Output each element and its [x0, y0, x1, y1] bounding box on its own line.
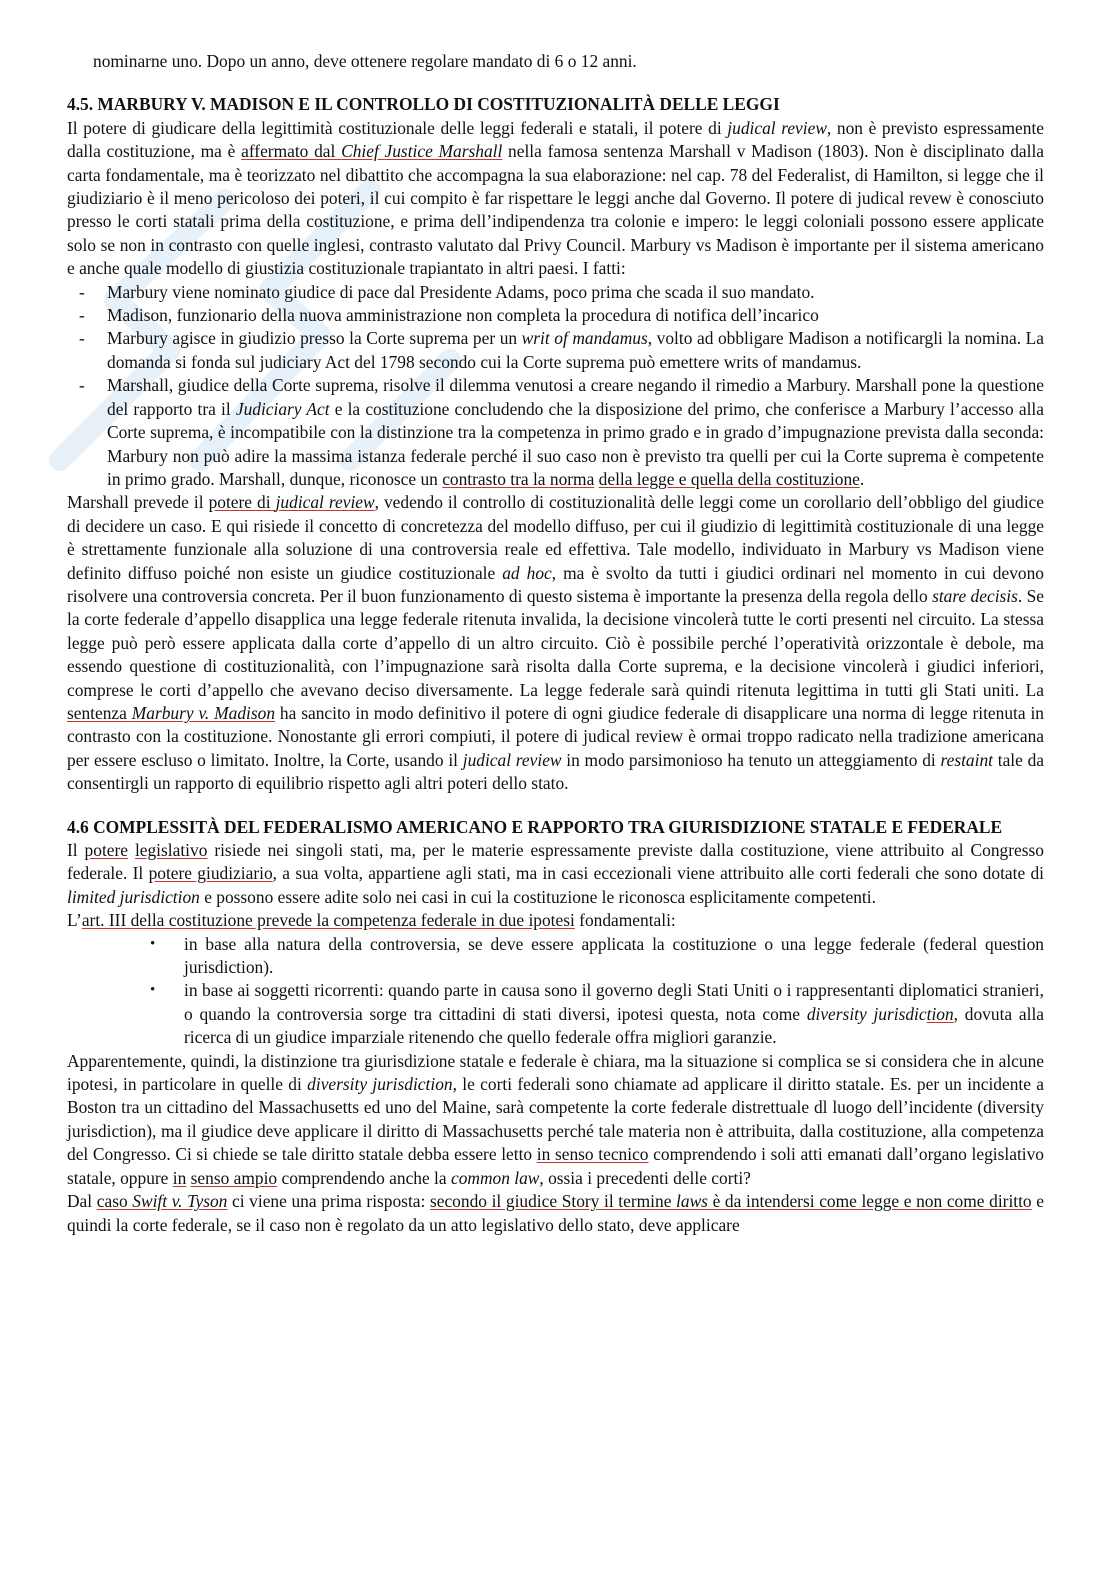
- section-4-6-paragraph-4: Dal caso Swift v. Tyson ci viene una prima risposta: secondo il giudice Story il termine laws è da intendersi come legge e non come diritto e quindi la corte federale, se il caso non è regolato da un atto legislativo dello stato, deve applicare: [67, 1191, 1044, 1235]
- jurisdiction-list: [67, 933, 1044, 1050]
- section-4-5-paragraph-2: Marshall prevede il potere di judical review, vedendo il controllo di costituzionalità delle leggi come un corollario dell’obbligo del giudice di decidere un caso. E qui risiede il concetto di concretezza del modello diffuso, per cui il giudizio di legittimità costituzionale di una legge è strettamente funzionale alla soluzione di una controversia reale ed effettiva. Tale modello, individuato in Marbury vs Madison viene definito diffuso poiché non esiste un giudice costituzionale ad hoc, ma è svolto da tutti i giudici ordinari nel momento in cui devono risolvere una controversia concreta. Per il buon funzionamento di questo sistema è importante la presenza della regola dello stare decisis. Se la corte federale d’appello disapplica una legge federale ritenuta invalida, la decisione vincolerà tutte le corti presenti nel circuito. La stessa legge può però essere applicata dalla corte d’appello di un altro circuito. Ciò è possibile perché l’operatività orizzontale è debole, ma essendo questione di costituzionalità, con l’impugnazione sarà risolta dalla Corte suprema, e la decisione vincolerà i giudici inferiori, comprese le corti d’appello che avevano deciso diversamente. La legge federale sarà quindi ritenuta legittima in tutti gli Stati uniti. La sentenza Marbury v. Madison ha sancito in modo definitivo il potere di ogni giudice federale di disapplicare una norma di legge ritenuta in contrasto con la costituzione. Nonostante gli errori compiuti, il potere di judical review è ormai troppo radicato nella tradizione americana per essere escluso o limitato. Inoltre, la Corte, usando il judical review in modo parsimonioso ha tenuto un atteggiamento di restaint tale da consentirgli un rapporto di equilibrio rispetto agli altri poteri dello stato.: [67, 492, 1045, 794]
- section-4-6-paragraph-3: Apparentemente, quindi, la distinzione tra giurisdizione statale e federale è chiara, ma la situazione si complica se si considera che in alcune ipotesi, in particolare in quelle di diversity jurisdiction, le corti federali sono chiamate ad applicare il diritto statale. Es. per un incidente a Boston tra un cittadino del Massachusetts ed uno del Maine, sarà competente la corte federale distrettuale dl luogo dell’incidente (diversity jurisdiction), ma il giudice deve applicare il diritto di Massachusetts perché tale materia non è attribuita, dalla costituzione, alla competenza del Congresso. Ci si chiede se tale diritto statale debba essere letto in senso tecnico comprendendo i soli atti emanati dall’organo legislativo statale, oppure in senso ampio comprendendo anche la common law, ossia i precedenti delle corti?: [67, 1050, 1044, 1188]
- section-4-6-heading: 4.6 COMPLESSITÀ DEL FEDERALISMO AMERICANO E RAPPORTO TRA GIURISDIZIONE STATALE E FEDERALE: [67, 816, 1003, 837]
- list-item: - Marshall, giudice della Corte suprema, risolve il dilemma venutosi a creare negando il rimedio a Marbury. Marshall pone la questione del rapporto tra il Judiciary Act e la costituzione concludendo che la disposizione del primo, che conferisce a Marbury l’accesso alla Corte suprema, è incompatibile con la distinzione tra la competenza in primo grado e in grado d’impugnazione prevista dalla seconda: Marbury non può adire la massima istanza federale perché il suo caso non è previsto tra quelli per cui la Corte suprema è competente in primo grado. Marshall, dunque, riconosce un contrasto tra la norma della legge e quella della costituzione.: [79, 375, 1044, 489]
- list-item: - Marbury viene nominato giudice di pace dal Presidente Adams, poco prima che scada il suo mandato.: [79, 281, 815, 302]
- list-item: • in base alla natura della controversia, se deve essere applicata la costituzione o una legge federale (federal question jurisdiction).: [150, 933, 1044, 978]
- intro-line: nominarne uno. Dopo un anno, deve ottenere regolare mandato di 6 o 12 anni.: [93, 51, 637, 71]
- list-item: - Madison, funzionario della nuova amministrazione non completa la procedura di notifica dell’incarico: [79, 305, 819, 326]
- section-4-6-paragraph-2: L’art. III della costituzione prevede la competenza federale in due ipotesi fondamentali:: [67, 910, 676, 931]
- section-4-5-heading: 4.5. MARBURY V. MADISON E IL CONTROLLO DI COSTITUZIONALITÀ DELLE LEGGI: [67, 94, 780, 115]
- section-4-5-paragraph-1: Il potere di giudicare della legittimità costituzionale delle leggi federali e statali, il potere di judical review, non è previsto espressamente dalla costituzione, ma è affermato dal Chief Justice Marshall nella famosa sentenza Marshall v Madison (1803). Non è disciplinato dalla carta fondamentale, ma è teorizzato nel dibattito che accompagna la sua elaborazione: nel cap. 78 del Federalist, di Hamilton, si legge che il giudiziario è il meno pericoloso dei poteri, il cui compito è far rispettare le leggi anche dal Governo. Il potere di judical revew è conosciuto presso le corti statali prima della costituzione, e prima dell’indipendenza tra colonie e impero: le leggi coloniali possono essere applicate solo se non in contrasto con quelle inglesi, contrasto valutato dal Privy Council. Marbury vs Madison è importante per il sistema americano e anche quale modello di giustizia costituzionale trapiantato in altri paesi. I fatti:: [67, 117, 1044, 279]
- list-item: - Marbury agisce in giudizio presso la Corte suprema per un writ of mandamus, volto ad obbligare Madison a notificargli la nomina. La domanda si fonda sul judiciary Act del 1798 secondo cui la Corte suprema può emettere writs of mandamus.: [79, 328, 1044, 372]
- section-4-6-paragraph-1: Il potere legislativo risiede nei singoli stati, ma, per le materie espressamente previste dalla costituzione, viene attribuito al Congresso federale. Il potere giudiziario, a sua volta, appartiene agli stati, ma in casi eccezionali viene attribuito alle corti federali che sono dotate di limited jurisdiction e possono essere adite solo nei casi in cui la costituzione le riconosca esplicitamente competenti.: [67, 840, 1045, 907]
- document-page: [67, 0, 1044, 1237]
- list-item: • in base ai soggetti ricorrenti: quando parte in causa sono il governo degli Stati Uniti o i rappresentanti diplomatici stranieri, o quando la controversia sorge tra cittadini di stati diversi, ipotesi questa, nota come diversity jurisdiction, dovuta alla ricerca di un giudice imparziale ritenendo che quello federale offra migliori garanzie.: [150, 980, 1044, 1048]
- facts-list: [67, 281, 1044, 492]
